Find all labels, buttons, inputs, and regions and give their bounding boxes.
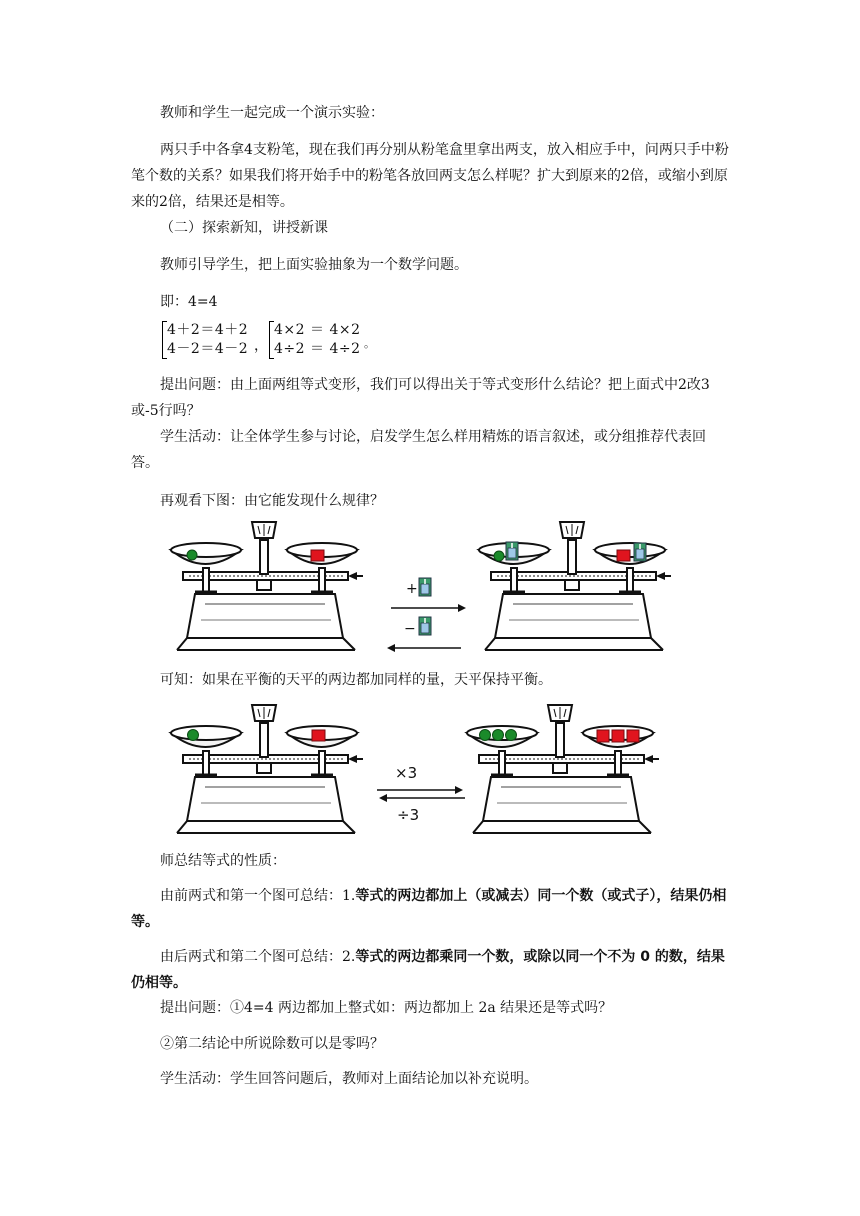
paragraph-student-activity-1: 学生活动：让全体学生参与讨论，启发学生怎么样用精炼的语言叙述，或分组推荐代表回答。 (131, 429, 706, 471)
green-circle-weight (188, 730, 199, 741)
balance-scale-right-1 (479, 522, 671, 650)
balance-scale-left-2 (171, 705, 363, 833)
times-label: ×3 (395, 764, 418, 782)
property-1-prefix: 由前两式和第一个图可总结：1. (160, 888, 356, 904)
paragraph-property-1 (131, 883, 731, 935)
paragraph-demo-intro: 教师和学生一起完成一个演示实验： (160, 105, 384, 121)
green-circle-weight (506, 730, 517, 741)
operation-arrows-add-subtract (387, 578, 466, 652)
equation-end-mark: 。 (364, 337, 375, 350)
property-2-prefix: 由后两式和第二个图可总结：2. (160, 949, 356, 965)
green-circle-weight (493, 730, 504, 741)
green-circle-weight (480, 730, 491, 741)
red-square-weight (311, 550, 324, 561)
balance-scale-right-2 (467, 705, 659, 833)
equation-subtract: 4－2＝4－2 (167, 341, 249, 357)
green-circle-weight (494, 551, 504, 561)
equation-separator: ， (254, 338, 268, 354)
red-square-weight (617, 550, 630, 561)
green-circle-weight (187, 550, 197, 560)
balance-scale-left-1 (171, 522, 363, 650)
operation-arrows-multiply-divide (377, 764, 465, 824)
red-square-weight (597, 730, 609, 742)
paragraph-teacher-guide: 教师引导学生，把上面实验抽象为一个数学问题。 (160, 257, 468, 273)
paragraph-summary-intro: 师总结等式的性质： (160, 853, 286, 869)
equation-divide: 4÷2 ＝ 4÷2 (274, 341, 361, 357)
property-2-statement: 等式的两边都乘同一个数，或除以同一个不为 0 的数，结果仍相等。 (131, 949, 725, 991)
plus-label: + (406, 581, 418, 597)
balance-figure-multiply-divide (165, 703, 680, 838)
paragraph-balance-conclusion: 可知：如果在平衡的天平的两边都加同样的量，天平保持平衡。 (160, 672, 552, 688)
minus-label: − (404, 621, 416, 637)
equation-add: 4＋2＝4＋2 (167, 322, 249, 338)
weight-icon-plus (419, 578, 431, 596)
paragraph-chalk-experiment: 两只手中各拿4支粉笔，现在我们再分别从粉笔盒里拿出两支，放入相应手中，问两只手中粉笔个数的关系？如果我们将开始手中的粉笔各放回两支怎么样呢？扩大到原来的2倍，或缩小到原来的2倍，结果还是相等。 (131, 142, 729, 210)
paragraph-student-activity-2: 学生活动：学生回答问题后，教师对上面结论加以补充说明。 (160, 1071, 538, 1087)
paragraph-question-3: ②第二结论中所说除数可以是零吗？ (160, 1036, 384, 1052)
divide-label: ÷3 (397, 806, 420, 824)
weight-icon-left-pan (506, 542, 518, 560)
equation-multiply: 4×2 ＝ 4×2 (274, 322, 361, 338)
paragraph-observe-figure: 再观看下图：由它能发现什么规律？ (160, 493, 384, 509)
red-square-weight (627, 730, 639, 742)
red-square-weight (312, 730, 325, 741)
balance-figure-add-subtract (165, 520, 680, 655)
paragraph-property-2 (131, 944, 731, 996)
paragraph-equation-intro: 即：4=4 (160, 294, 218, 310)
paragraph-question-1: 提出问题：由上面两组等式变形，我们可以得出关于等式变形什么结论？把上面式中2改3或-5行吗？ (131, 377, 710, 419)
red-square-weight (612, 730, 624, 742)
paragraph-question-2: 提出问题：①4=4 两边都加上整式如：两边都加上 2a 结果还是等式吗？ (160, 1000, 613, 1016)
equation-group-add-subtract (162, 321, 248, 359)
weight-icon-right-pan (634, 543, 646, 561)
weight-icon-minus (419, 617, 431, 635)
equation-group-multiply-divide (269, 321, 361, 359)
property-1-statement: 等式的两边都加上（或减去）同一个数（或式子），结果仍相等。 (131, 888, 727, 930)
section-heading: （二）探索新知，讲授新课 (160, 220, 328, 236)
